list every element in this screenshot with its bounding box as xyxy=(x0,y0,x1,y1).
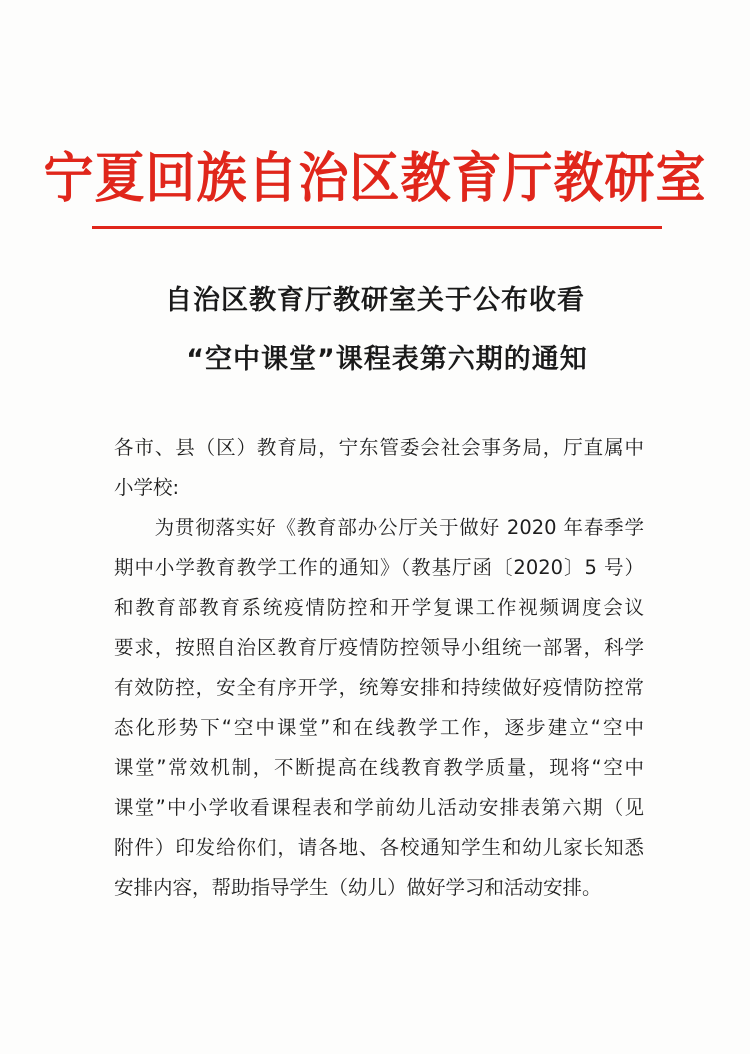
body-line-5: 有效防控，安全有序开学，统筹安排和持续做好疫情防控常 xyxy=(114,676,644,699)
body-line-8: 课堂”中小学收看课程表和学前幼儿活动安排表第六期（见 xyxy=(114,796,644,819)
document-title-line-2: “空中课堂”课程表第六期的通知 xyxy=(186,344,588,375)
body-line-2: 期中小学教育教学工作的通知》（教基厅函〔2020〕5 号） xyxy=(114,556,644,579)
body-line-9: 附件）印发给你们，请各地、各校通知学生和幼儿家长知悉 xyxy=(114,836,644,859)
body-line-1: 为贯彻落实好《教育部办公厅关于做好 2020 年春季学 xyxy=(114,516,644,539)
letterhead-org-name: 宁夏回族自治区教育厅教研室 xyxy=(43,145,707,210)
salutation-line-2: 小学校: xyxy=(114,476,180,499)
letterhead-red-rule xyxy=(92,226,662,229)
body-line-4: 要求，按照自治区教育厅疫情防控领导小组统一部署，科学 xyxy=(114,636,644,659)
body-line-10: 安排内容，帮助指导学生（幼儿）做好学习和活动安排。 xyxy=(114,876,602,899)
body-paragraph xyxy=(114,508,644,908)
document-title-line-1: 自治区教育厅教研室关于公布收看 xyxy=(165,285,585,316)
salutation-line-1: 各市、县（区）教育局，宁东管委会社会事务局，厅直属中 xyxy=(114,436,644,459)
body-line-7: 课堂”常效机制，不断提高在线教育教学质量，现将“空中 xyxy=(114,756,644,779)
body-line-3: 和教育部教育系统疫情防控和开学复课工作视频调度会议 xyxy=(114,596,644,619)
body-line-6: 态化形势下“空中课堂”和在线教学工作，逐步建立“空中 xyxy=(114,716,644,739)
salutation xyxy=(114,428,644,508)
